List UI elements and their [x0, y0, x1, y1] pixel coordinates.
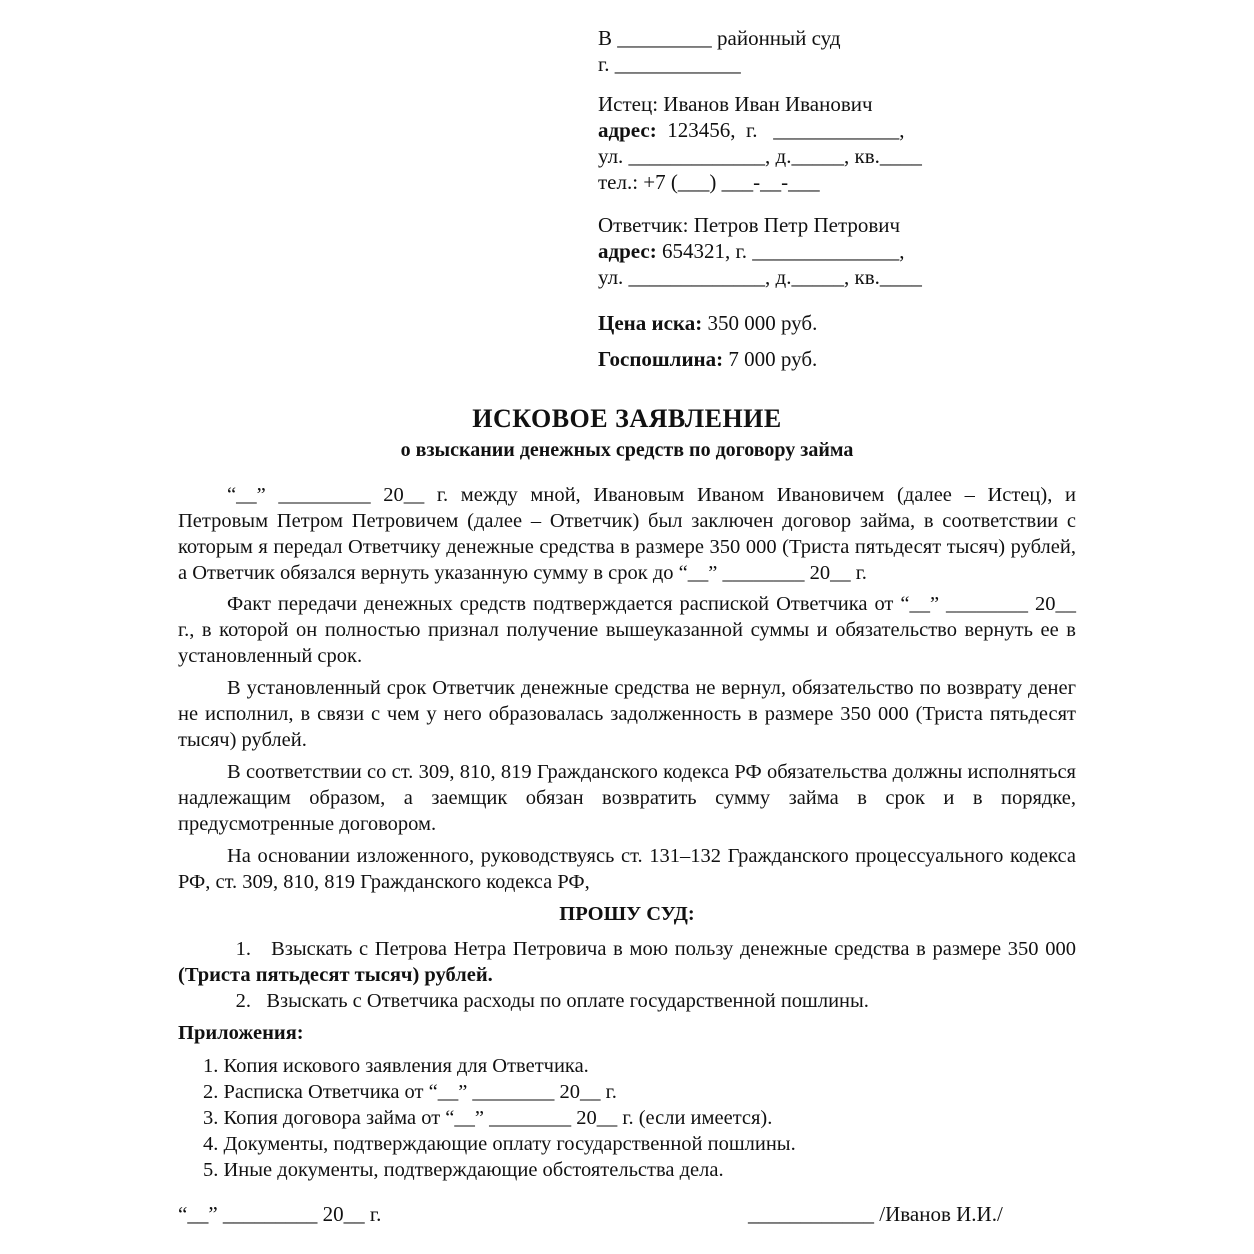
paragraph-3: В установленный срок Ответчик денежные средства не вернул, обязательство по возврату денег не исполнил, в связи с чем у него образовалась задолженность в размере 350 000 (Триста пятьдесят тысяч) рублей.	[178, 677, 1076, 751]
claim-price-value: 350 000 руб.	[702, 311, 818, 335]
state-duty-value: 7 000 руб.	[723, 347, 818, 371]
document-subtitle: о взыскании денежных средств по договору займа	[400, 439, 854, 461]
attachment-item: 3. Копия договора займа от “__” ________ 20__ г. (если имеется).	[203, 1107, 773, 1129]
paragraph-4: В соответствии со ст. 309, 810, 819 Гражданского кодекса РФ обязательства должны исполняться надлежащим образом, а заемщик обязан возвратить сумму займа в срок и в порядке, предусмотренные договором.	[178, 761, 1076, 835]
defendant-line: Ответчик: Петров Петр Петрович	[598, 213, 901, 237]
defendant-address-label: адрес:	[598, 239, 657, 263]
plaintiff-phone: тел.: +7 (___) ___-__-___	[598, 170, 820, 194]
request-text: Взыскать с Ответчика расходы по оплате государственной пошлины.	[266, 990, 869, 1012]
claim-price-label: Цена иска:	[598, 311, 703, 335]
request-item	[178, 936, 1076, 988]
paragraph-5: На основании изложенного, руководствуясь ст. 131–132 Гражданского процессуального кодекса РФ, ст. 309, 810, 819 Гражданского кодекса РФ,	[178, 845, 1076, 893]
attachment-item: 1. Копия искового заявления для Ответчика.	[203, 1055, 589, 1077]
court-line: В _________ районный суд	[598, 26, 841, 50]
state-duty-label: Госпошлина:	[598, 347, 724, 371]
document-title: ИСКОВОЕ ЗАЯВЛЕНИЕ	[472, 404, 782, 433]
request-text: Взыскать с Петрова Нетра Петровича в мою пользу денежные средства в размере 350 000	[271, 938, 1076, 960]
city-line: г. ____________	[598, 52, 741, 76]
request-heading: ПРОШУ СУД:	[559, 903, 695, 925]
defendant-address	[598, 238, 998, 264]
plaintiff-line: Истец: Иванов Иван Иванович	[598, 92, 873, 116]
request-item	[178, 988, 1076, 1014]
paragraph-2: Факт передачи денежных средств подтверждается распиской Ответчика от “__” ________ 20__ г., в которой он полностью признал получение вышеуказанной суммы и обязательство вернуть ее в установленный срок.	[178, 593, 1076, 667]
defendant-address-value: 654321, г. ______________,	[656, 239, 905, 263]
plaintiff-address-label: адрес:	[598, 118, 657, 142]
defendant-street: ул. _____________, д._____, кв.____	[598, 265, 922, 289]
attachment-item: 2. Расписка Ответчика от “__” ________ 20__ г.	[203, 1081, 617, 1103]
attachment-item: 5. Иные документы, подтверждающие обстоятельства дела.	[203, 1159, 724, 1181]
signature-date: “__” _________ 20__ г.	[178, 1202, 382, 1226]
plaintiff-address	[598, 117, 998, 143]
request-number: 1.	[235, 938, 251, 960]
request-number: 2.	[235, 990, 251, 1012]
attachments-heading: Приложения:	[178, 1022, 304, 1044]
paragraph-1: “__” _________ 20__ г. между мной, Ивановым Иваном Ивановичем (далее – Истец), и Петровым Петром Петровичем (далее – Ответчик) был заключен договор займа, в соответствии с которым я передал Ответчику денежные средства в размере 350 000 (Триста пятьдесят тысяч) рублей, а Ответчик обязался вернуть указанную сумму в срок до “__” ________ 20__ г.	[178, 484, 1076, 584]
signature-line: ____________ /Иванов И.И./	[748, 1202, 1003, 1226]
claim-price	[598, 310, 998, 336]
plaintiff-address-value: 123456, г. ____________,	[656, 118, 905, 142]
attachment-item: 4. Документы, подтверждающие оплату государственной пошлины.	[203, 1133, 796, 1155]
request-list	[178, 936, 1076, 1014]
plaintiff-street: ул. _____________, д._____, кв.____	[598, 144, 922, 168]
state-duty	[598, 346, 998, 372]
request-text-bold: (Триста пятьдесят тысяч) рублей.	[178, 964, 493, 986]
